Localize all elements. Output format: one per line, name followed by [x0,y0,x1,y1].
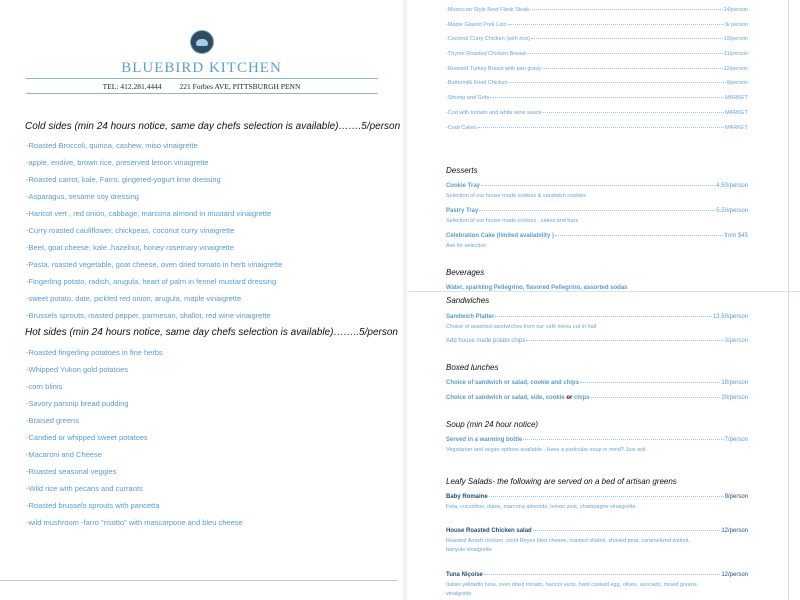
boxed-lunch-or: or [566,395,573,401]
cold-sides-title: Cold sides (min 24 hours notice, same day chefs selection is available)…….5/person [25,121,401,132]
main-dish-row [446,51,748,66]
dessert-price: 5.50/person [716,208,748,214]
dish-name: -Shrimp and Grits [446,95,490,102]
dish-price: MARKET [725,124,748,131]
main-dish-row [446,95,748,110]
cold-sides-item: -Roasted carrot, kale, Farro, gingered-yogurt lime dressing [26,175,221,184]
beverages-list: Water, sparkling Pellegrino, flavored Pellegrino, assorted sodas [446,285,628,291]
boxed-lunch-item [446,380,748,386]
brand-name: BLUEBIRD KITCHEN [121,60,282,76]
main-dish-row [446,7,748,22]
dish-price: 12/person [723,65,748,72]
boxed-lunch-price: 18/person [721,380,748,386]
salad-desc: Italian yellowfin tuna, oven dried tomato, haricot verts, hard cooked egg, olives, avocado, mixed greens, [446,582,699,588]
dessert-price: 4.50/person [716,183,748,189]
cold-sides-item: -Roasted Broccoli, quinoa, cashew, miso vinaigrette [26,141,198,150]
soup-item [446,437,748,443]
sandwiches-title: Sandwiches [446,296,490,305]
cold-sides-item: -Beet, goat cheese, kale ,hazelnut, honey rosemary vinaigrette [26,243,235,252]
sandwich-platter-item [446,314,748,320]
boxed-lunch-name: Choice of sandwich or salad, cookie and chips [446,380,580,386]
hot-sides-item: -Wild rice with pecans and currants [26,484,143,493]
main-dish-row [446,80,748,95]
dish-price: 9/person [726,80,748,87]
cold-sides-item: -Fingerling potato, radish, arugula, heart of palm in fennel mustard dressing [26,277,277,286]
dish-name: -Moroccan Style Beef Flank Steak [446,7,530,13]
cold-sides-item: -Brussels sprouts, roasted pepper, parmesan, shallot, red wine vinaigrette [26,311,271,320]
dish-price: MARKET [725,109,748,116]
desserts-title: Desserts [446,166,478,175]
main-dish-row [446,36,748,51]
dessert-price: from $45 [724,233,748,239]
chips-addon-name: Add house made potato chips [446,338,526,344]
header-rule-bottom [26,93,378,94]
main-dish-row [446,125,748,140]
page-bottom-rule [0,580,398,581]
main-dish-row [446,110,748,125]
hot-sides-item: -Braised greens [26,416,79,425]
boxed-lunch-price: 20/person [721,395,748,401]
cold-sides-item: -Curry roasted cauliflower, chickpeas, coconut curry vinaigrette [26,226,235,235]
phone-number: TEL: 412.281.4444 [102,82,162,91]
leafy-salads-title: Leafy Salads- the following are served on a bed of artisan greens [446,477,677,486]
hot-sides-item: -Candied or whipped sweet potatoes [26,433,148,442]
dish-name: -Crab Cakes [446,124,477,131]
soup-desc: Vegetarian and vegan options available , Have a particular soup in mind? Just ask [446,447,646,453]
hot-sides-item: -Savory parsnip bread pudding [26,399,129,408]
boxed-lunches-title: Boxed lunches [446,363,499,372]
header-rule [26,78,378,79]
dish-name: -Maple Glazed Pork Loin [446,21,507,28]
dish-price: MARKET [725,95,748,102]
dish-name: -Buttermilk Fried Chicken [446,80,508,87]
mains-list [446,7,748,139]
dish-price: 14/person [723,7,748,13]
dessert-desc: Selection of our house made cookies & sandwich cookies [446,193,587,199]
cold-sides-item: -sweet potato, date, pickled red onion, arugula, maple vinaigrette [26,294,242,303]
hot-sides-item: -Roasted brussels sprouts with pancetta [26,501,160,510]
right-margin-line [788,0,789,600]
bluebird-logo-icon [190,30,214,54]
main-dish-row [446,22,748,37]
cold-sides-item: -Asparagus, sesame soy dressing [26,192,139,201]
salad-name: House Roasted Chicken salad [446,528,532,534]
boxed-lunch-name-part: Choice of sandwich or salad, side, cookie [446,395,565,401]
hot-sides-item: -Whipped Yukon gold potatoes [26,365,129,374]
salad-item [446,572,748,578]
dish-name: -Coconut Curry Chicken (with rice) [446,36,531,43]
salad-price: 9/person [724,494,748,500]
sandwich-platter-desc: Choice of assorted sandwiches from our café menu cut in half [446,324,597,330]
dish-name: -Cod with tomato and white wine sauce [446,109,542,116]
salad-name: Tuna Niçoise [446,572,483,578]
salad-item [446,528,748,534]
dish-name: -Roasted Turkey Breast with pan gravy [446,65,541,72]
dessert-item [446,183,748,189]
dessert-item [446,208,748,214]
chips-addon-item [446,338,748,344]
salad-desc-continued: vinaigrette [446,591,472,597]
dish-price: 10/person [723,36,748,43]
soup-price: 7/person [724,437,748,443]
dessert-name: Pastry Tray [446,208,479,214]
beverages-title: Beverages [446,268,485,277]
chips-addon-price: 3/person [724,338,748,344]
boxed-lunch-item [446,395,748,401]
dish-price: 9/ person [725,21,748,28]
hot-sides-item: -corn blinis [26,382,63,391]
dessert-name: Cookie Tray [446,183,481,189]
dessert-desc: Ask for selection [446,243,487,249]
right-menu-page [407,0,800,600]
dish-price: 11/person [723,51,748,58]
soup-name: Served in a warming bottle [446,437,523,443]
hot-sides-item: -wild mushroom -farro "risotto" with mascarpone and bleu cheese [26,518,243,527]
sandwich-platter-name: Sandwich Platter [446,314,495,320]
dessert-name: Celebration Cake (limited availability ) [446,233,555,239]
dessert-desc: Selection of our house made cookies , cakes and bars [446,218,579,224]
boxed-lunch-name [446,395,590,401]
hot-sides-item: -Macaroni and Cheese [26,450,102,459]
salad-desc: Roasted Amish chicken, point Reyes bleu cheese, roasted shallot, shaved pear, caramelized walnut, [446,538,690,544]
boxed-lunch-name-part: chips [574,395,590,401]
cold-sides-item: -Haricot vert , red onion, cabbage, marcona almond in mustard vinaigrette [26,209,272,218]
main-dish-row [446,66,748,81]
contact-line [0,82,403,91]
salad-desc-continued: banyuls vinaigrette [446,547,492,553]
sandwich-platter-price: 13.50/person [712,314,748,320]
salad-name: Baby Romaine [446,494,488,500]
hot-sides-item: -Roasted seasonal veggies [26,467,117,476]
salad-desc: Feta, cucumber, dates, marcona almonds, lemon zest, champagne vinaigrette [446,504,636,510]
hot-sides-title: Hot sides (min 24 hours notice, same day chefs selection is available)……..5/person [25,327,398,338]
dessert-item [446,233,748,239]
cold-sides-item: -Pasta, roasted vegetable, goat cheese, oven dried tomato in herb vinaigrette [26,260,283,269]
salad-price: 12/person [721,528,748,534]
salad-item [446,494,748,500]
soup-title: Soup (min 24 hour notice) [446,420,539,429]
cold-sides-item: -apple, endive, brown rice, preserved lemon vinaigrette [26,158,209,167]
dish-name: -Thyme Roasted Chicken Breast [446,51,526,58]
page-seam-line [407,291,800,292]
hot-sides-item: -Roasted fingerling potatoes in fine herbs [26,348,163,357]
salad-price: 12/person [721,572,748,578]
address: 221 Forbes AVE, PITTSBURGH PENN [179,82,301,91]
